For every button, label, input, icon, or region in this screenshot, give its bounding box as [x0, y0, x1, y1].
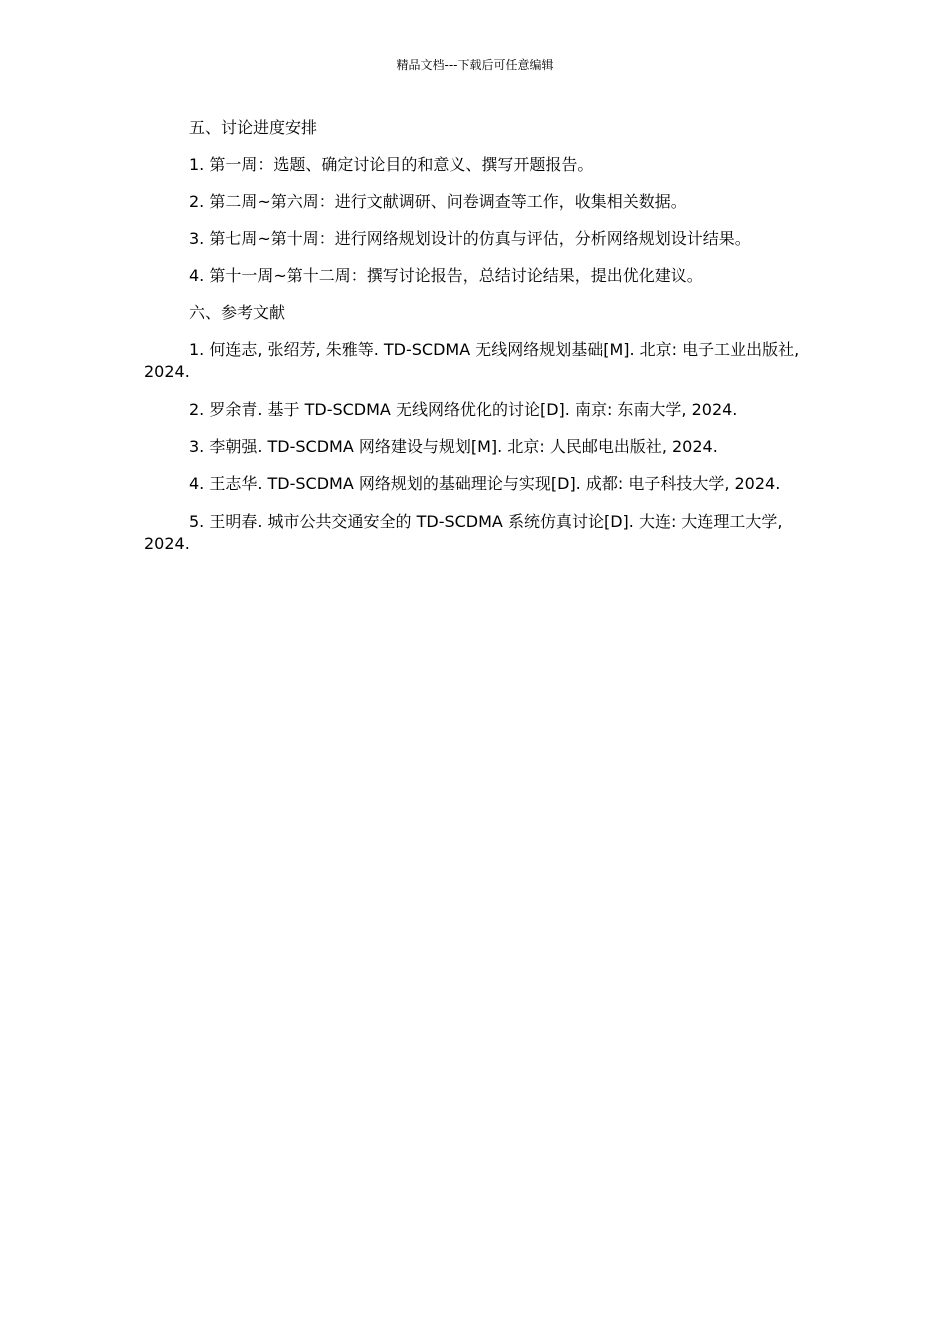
document-body: [144, 117, 804, 571]
section-heading-schedule: 五、讨论进度安排: [189, 118, 318, 137]
reference-item: 2. 罗余青. 基于 TD-SCDMA 无线网络优化的讨论[D]. 南京: 东南大学, 2024.: [189, 400, 738, 419]
reference-item: 1. 何连志, 张绍芳, 朱雅等. TD-SCDMA 无线网络规划基础[M]. 北京: 电子工业出版社, 2024.: [144, 340, 800, 381]
schedule-item: 4. 第十一周~第十二周：撰写讨论报告，总结讨论结果，提出优化建议。: [189, 266, 703, 285]
page-header: 精品文档---下载后可任意编辑: [396, 58, 554, 72]
schedule-item: 1. 第一周：选题、确定讨论目的和意义、撰写开题报告。: [189, 155, 594, 174]
reference-item: 5. 王明春. 城市公共交通安全的 TD-SCDMA 系统仿真讨论[D]. 大连: 大连理工大学, 2024.: [144, 512, 783, 553]
reference-item: 4. 王志华. TD-SCDMA 网络规划的基础理论与实现[D]. 成都: 电子科技大学, 2024.: [189, 474, 781, 493]
reference-item: 3. 李朝强. TD-SCDMA 网络建设与规划[M]. 北京: 人民邮电出版社, 2024.: [189, 437, 718, 456]
section-heading-references: 六、参考文献: [189, 303, 286, 322]
schedule-item: 3. 第七周~第十周：进行网络规划设计的仿真与评估，分析网络规划设计结果。: [189, 229, 751, 248]
schedule-item: 2. 第二周~第六周：进行文献调研、问卷调查等工作，收集相关数据。: [189, 192, 687, 211]
